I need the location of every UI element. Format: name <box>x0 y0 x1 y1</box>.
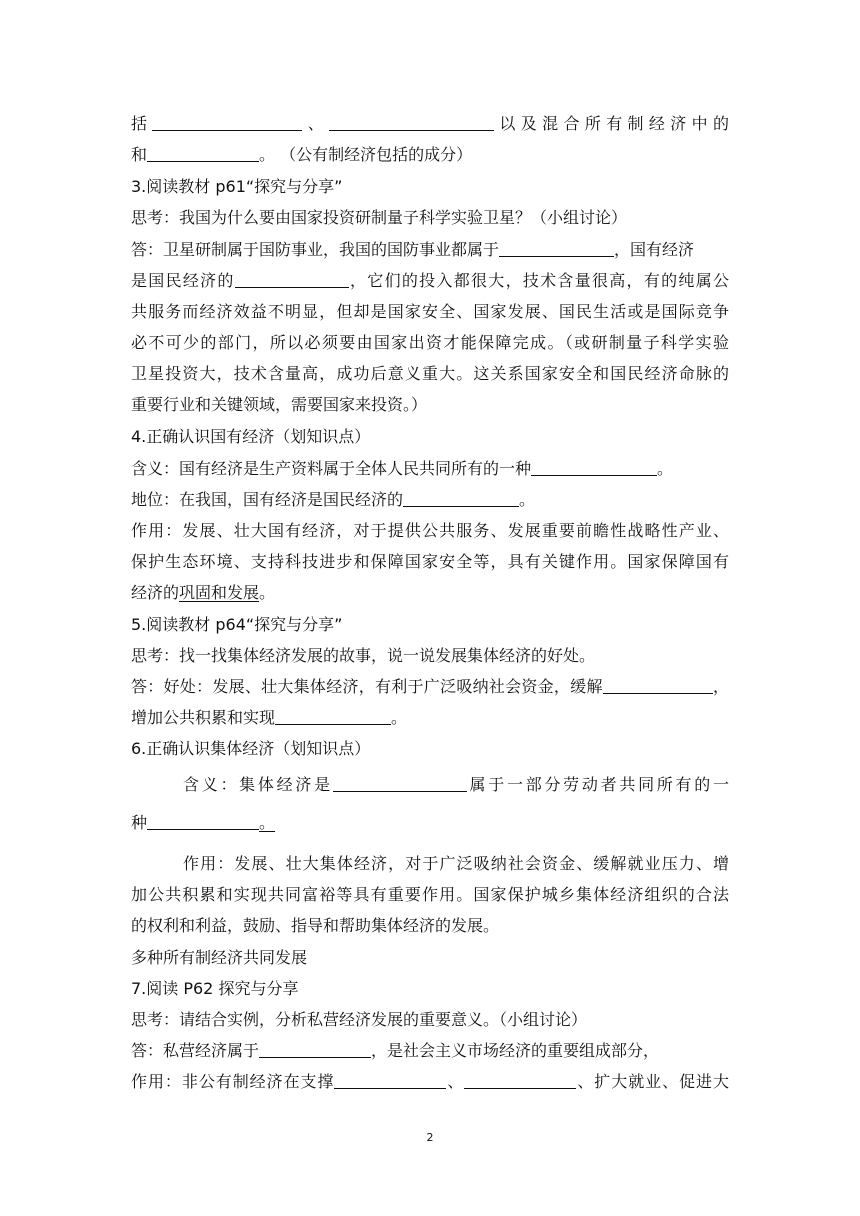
line-text: 、扩大就业、促进大 <box>576 1072 729 1091</box>
fill-in-blank[interactable] <box>235 272 349 288</box>
line-text: 以及混合所有制经济中的 <box>494 114 729 133</box>
line-text: 种 <box>131 813 148 832</box>
line-text: 加公共积累和实现共同富裕等具有重要作用。国家保护城乡集体经济组织的合法 <box>131 885 729 904</box>
text-line <box>131 775 729 795</box>
underlined-text: 巩固和发展 <box>179 583 260 602</box>
line-text: 思考：找一找集体经济发展的故事，说一说发展集体经济的好处。 <box>131 646 596 665</box>
text-line <box>131 813 729 833</box>
text-line <box>131 490 729 510</box>
text-line <box>131 552 729 572</box>
text-line <box>131 583 729 603</box>
line-text: 卫星投资大，技术含量高，成功后意义重大。这关系国家安全和国民经济命脉的 <box>131 364 729 383</box>
text-line <box>131 916 729 936</box>
line-text: 、 <box>446 1072 465 1091</box>
line-text: 。 <box>391 708 408 727</box>
line-text: 属于一部分劳动者共同所有的一 <box>466 775 729 794</box>
line-text: 思考：请结合实例，分析私营经济发展的重要意义。（小组讨论） <box>131 1010 588 1029</box>
text-line <box>131 948 729 968</box>
line-text: 作用：发展、壮大国有经济，对于提供公共服务、发展重要前瞻性战略性产业、 <box>131 521 729 540</box>
line-text: 。 <box>259 583 276 602</box>
line-text: 地位：在我国，国有经济是国民经济的 <box>131 490 404 509</box>
line-text: 答：卫星研制属于国防事业，我国的国防事业都属于 <box>131 240 500 259</box>
line-text: 。 <box>519 490 536 509</box>
fill-in-blank[interactable] <box>259 1042 371 1058</box>
line-text: 保护生态环境、支持科技进步和保障国家安全等，具有关键作用。国家保障国有 <box>131 552 729 571</box>
line-text: 必不可少的部门，所以必须要由国家出资才能保障完成。（或研制量子科学实验 <box>131 333 729 352</box>
line-text: 。 （公有制经济包括的成分） <box>259 145 473 164</box>
text-line <box>131 1072 729 1092</box>
line-text: 含义：集体经济是 <box>183 775 333 794</box>
fill-in-blank[interactable] <box>531 460 657 476</box>
text-line <box>131 739 729 759</box>
text-line <box>131 427 729 447</box>
fill-in-blank[interactable] <box>403 491 519 507</box>
text-line <box>131 177 729 197</box>
line-text: 7.阅读 P62 探究与分享 <box>131 979 299 998</box>
line-text: 答：私营经济属于 <box>131 1041 260 1060</box>
line-text: ， <box>712 677 729 696</box>
text-line <box>131 459 729 479</box>
text-line <box>131 271 729 291</box>
text-line <box>131 1010 729 1030</box>
line-text: 重要行业和关键领域，需要国家来投资。） <box>131 395 428 414</box>
text-line <box>131 854 729 874</box>
fill-in-blank[interactable] <box>499 241 614 257</box>
text-line <box>131 145 729 165</box>
text-line <box>131 646 729 666</box>
text-line <box>131 208 729 228</box>
fill-in-blank[interactable] <box>334 1073 446 1089</box>
text-line <box>131 1041 729 1061</box>
page-number: 2 <box>426 1131 434 1144</box>
text-line <box>131 521 729 541</box>
line-text: 5.阅读教材 p64“探究与分享” <box>131 615 343 634</box>
text-line <box>131 395 729 415</box>
text-line <box>131 677 729 697</box>
fill-in-blank[interactable] <box>147 814 259 830</box>
line-text: 是国民经济的 <box>131 271 235 290</box>
line-text: 和 <box>131 145 148 164</box>
line-text: 思考：我国为什么要由国家投资研制量子科学实验卫星？（小组讨论） <box>131 208 628 227</box>
text-line <box>131 708 729 728</box>
line-text: 共服务而经济效益不明显，但却是国家安全、国家发展、国民生活或是国际竞争 <box>131 302 729 321</box>
line-text: 括 <box>131 114 153 133</box>
fill-in-blank[interactable] <box>464 1073 576 1089</box>
line-text: 的权利和利益，鼓励、指导和帮助集体经济的发展。 <box>131 916 500 935</box>
text-line <box>131 302 729 322</box>
line-text: 3.阅读教材 p61“探究与分享” <box>131 177 343 196</box>
line-text: 作用：非公有制经济在支撑 <box>131 1072 335 1091</box>
line-text: 含义：国有经济是生产资料属于全体人民共同所有的一种 <box>131 459 532 478</box>
fill-in-blank[interactable] <box>329 115 494 131</box>
underlined-text: 。 <box>259 813 276 832</box>
line-text: ，它们的投入都很大，技术含量很高，有的纯属公 <box>348 271 729 290</box>
fill-in-blank[interactable] <box>603 678 713 694</box>
line-text: 多种所有制经济共同发展 <box>131 948 308 967</box>
text-line <box>131 114 729 134</box>
line-text: ，国有经济 <box>614 240 695 259</box>
line-text: ，是社会主义市场经济的重要组成部分， <box>371 1041 660 1060</box>
line-text: 、 <box>302 114 330 133</box>
line-text: 增加公共积累和实现 <box>131 708 276 727</box>
text-line <box>131 979 729 999</box>
line-text: 4.正确认识国有经济（划知识点） <box>131 427 371 446</box>
line-text: 6.正确认识集体经济（划知识点） <box>131 739 371 758</box>
line-text: 答：好处：发展、壮大集体经济，有利于广泛吸纳社会资金，缓解 <box>131 677 603 696</box>
text-line <box>131 240 729 260</box>
fill-in-blank[interactable] <box>275 709 391 725</box>
fill-in-blank[interactable] <box>152 115 302 131</box>
line-text: 作用：发展、壮大集体经济，对于广泛吸纳社会资金、缓解就业压力、增 <box>183 854 729 873</box>
line-text: 。 <box>657 459 674 478</box>
text-line <box>131 615 729 635</box>
text-line <box>131 333 729 353</box>
fill-in-blank[interactable] <box>147 146 259 162</box>
fill-in-blank[interactable] <box>333 776 467 792</box>
text-line <box>131 364 729 384</box>
line-text: 经济的 <box>131 583 180 602</box>
text-line <box>131 885 729 905</box>
